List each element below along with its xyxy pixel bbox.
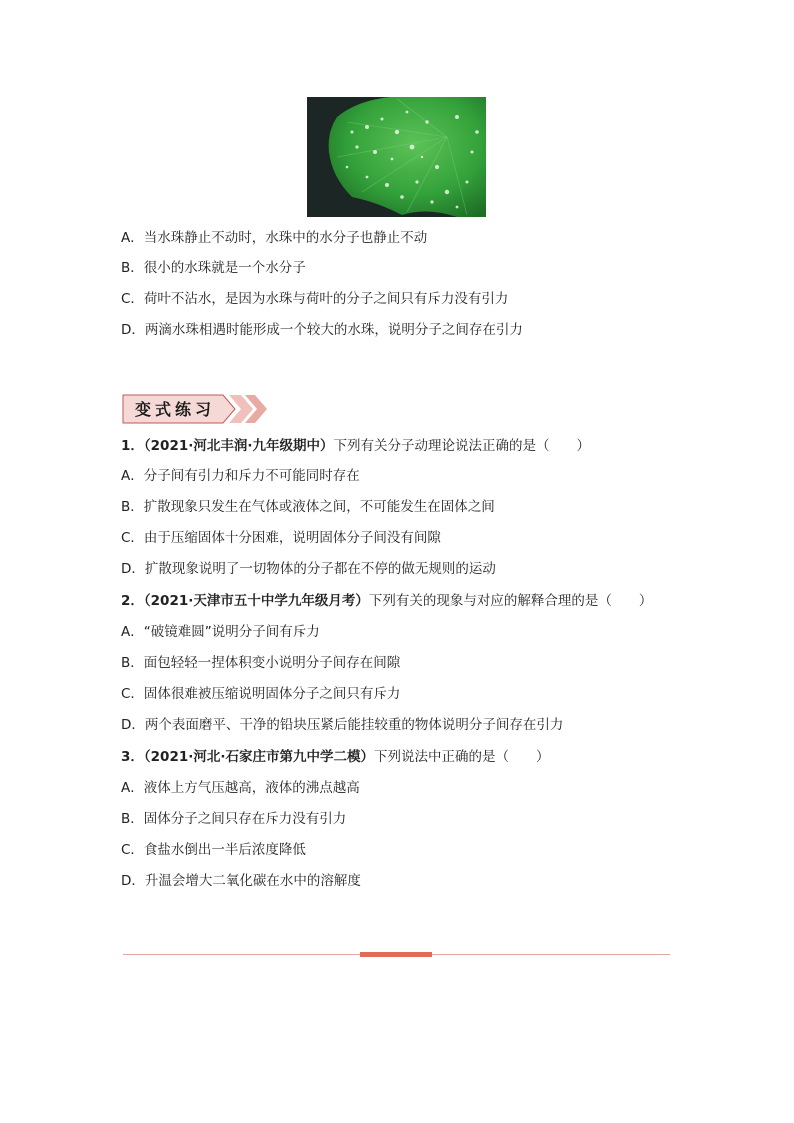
question-1-stem bbox=[121, 437, 590, 455]
lotus-leaf-image bbox=[307, 97, 486, 217]
intro-option-c: C．荷叶不沾水，是因为水珠与荷叶的分子之间只有斥力没有引力 bbox=[121, 291, 509, 307]
question-2-number: 2． bbox=[121, 593, 144, 609]
question-1-number: 1． bbox=[121, 438, 144, 454]
section-banner bbox=[121, 392, 271, 426]
question-1-option-c: C．由于压缩固体十分困难，说明固体分子间没有间隙 bbox=[121, 530, 441, 546]
question-3-option-c: C．食盐水倒出一半后浓度降低 bbox=[121, 842, 306, 858]
question-2-stem bbox=[121, 592, 652, 610]
question-3-stem bbox=[121, 748, 550, 766]
intro-option-d: D．两滴水珠相遇时能形成一个较大的水珠，说明分子之间存在引力 bbox=[121, 322, 523, 338]
section-title: 变式练习 bbox=[135, 400, 216, 419]
question-1-source: （2021·河北丰润·九年级期中） bbox=[143, 438, 334, 454]
question-3-option-b: B．固体分子之间只存在斥力没有引力 bbox=[121, 811, 347, 827]
question-3-source: （2021·河北·石家庄市第九中学二模） bbox=[143, 749, 374, 765]
question-1-option-d: D．扩散现象说明了一切物体的分子都在不停的做无规则的运动 bbox=[121, 561, 496, 577]
question-3-option-d: D．升温会增大二氧化碳在水中的溶解度 bbox=[121, 873, 361, 889]
footer-accent-mark bbox=[360, 952, 432, 957]
intro-option-a: A．当水珠静止不动时，水珠中的水分子也静止不动 bbox=[121, 230, 428, 246]
question-2-source: （2021·天津市五十中学九年级月考） bbox=[143, 593, 369, 609]
question-2-option-b: B．面包轻轻一捏体积变小说明分子间存在间隙 bbox=[121, 655, 401, 671]
intro-option-b: B．很小的水珠就是一个水分子 bbox=[121, 260, 306, 276]
question-3-text: 下列说法中正确的是（ ） bbox=[374, 749, 550, 765]
section-banner-shape bbox=[121, 392, 271, 426]
question-1-text: 下列有关分子动理论说法正确的是（ ） bbox=[333, 438, 590, 454]
question-2-option-d: D．两个表面磨平、干净的铅块压紧后能挂较重的物体说明分子间存在引力 bbox=[121, 717, 564, 733]
question-1-option-b: B．扩散现象只发生在气体或液体之间，不可能发生在固体之间 bbox=[121, 499, 495, 515]
question-2-option-c: C．固体很难被压缩说明固体分子之间只有斥力 bbox=[121, 686, 401, 702]
question-2-option-a: A．“破镜难圆”说明分子间有斥力 bbox=[121, 624, 320, 640]
question-2-text: 下列有关的现象与对应的解释合理的是（ ） bbox=[368, 593, 653, 609]
lotus-leaf-illustration bbox=[307, 97, 486, 217]
question-3-option-a: A．液体上方气压越高，液体的沸点越高 bbox=[121, 780, 360, 796]
question-1-option-a: A．分子间有引力和斥力不可能同时存在 bbox=[121, 468, 360, 484]
question-3-number: 3． bbox=[121, 749, 144, 765]
